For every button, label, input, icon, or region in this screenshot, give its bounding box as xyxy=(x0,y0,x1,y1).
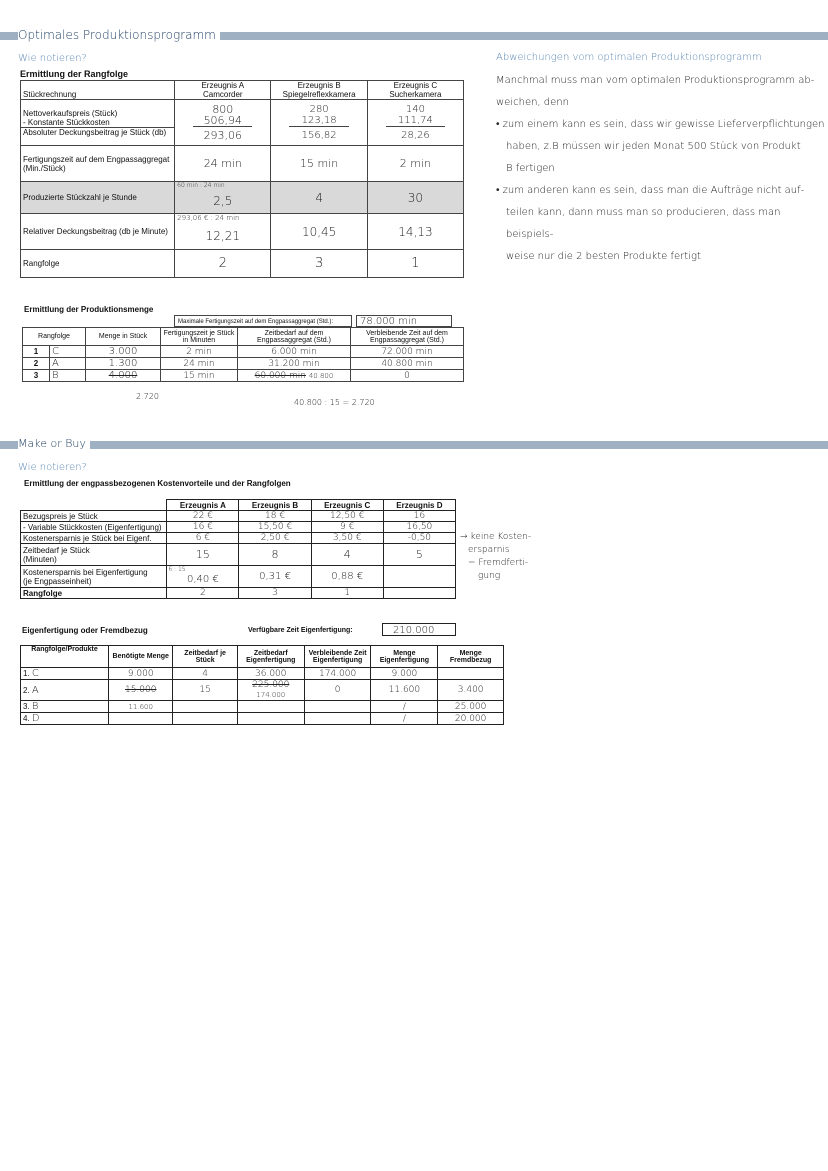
table-cell: 3.400 xyxy=(438,680,504,701)
table-cell: 3. B xyxy=(21,701,109,713)
table-cell: 293,06 € : 24 min 12,21 xyxy=(175,214,271,250)
table-row xyxy=(21,713,504,725)
table-row xyxy=(21,533,456,544)
table-header: Erzeugnis A Camcorder xyxy=(175,81,271,100)
table-cell: B xyxy=(50,370,86,382)
table-cell: 20.000 xyxy=(438,713,504,725)
table-cell: 15,50 € xyxy=(239,522,311,533)
table-cell xyxy=(438,668,504,680)
table-cell: 140 111,74 28,26 xyxy=(367,100,463,146)
table-row xyxy=(21,680,504,701)
table-cell: 280 123,18 156,82 xyxy=(271,100,367,146)
table-cell: -0,50 xyxy=(383,533,455,544)
table-cell: 11.600 xyxy=(371,680,438,701)
table-cell: 15 min xyxy=(271,146,367,182)
table-header: Zeitbedarf auf dem Engpassaggregat (Std.) xyxy=(238,328,351,346)
table-cell: 18 € xyxy=(239,511,311,522)
table-header: Menge Fremdbezug xyxy=(438,646,504,668)
table-cell: 2 xyxy=(23,358,50,370)
table-caption: Ermittlung der Produktionsmenge xyxy=(24,305,154,314)
table-cell xyxy=(304,701,371,713)
table-header: Erzeugnis C Sucherkamera xyxy=(367,81,463,100)
table-cell: 4 xyxy=(173,668,238,680)
table-header: Erzeugnis A xyxy=(167,500,239,511)
row-label: Produzierte Stückzahl je Stunde xyxy=(21,182,175,214)
table-cell xyxy=(383,588,455,599)
calculation-note: 40.800 : 15 = 2.720 xyxy=(294,398,375,407)
table-header: Benötigte Menge xyxy=(109,646,173,668)
produktionsmenge-table xyxy=(22,327,464,382)
row-label: - Variable Stückkosten (Eigenfertigung) xyxy=(21,522,167,533)
table-cell: 3 xyxy=(23,370,50,382)
rangfolge-table xyxy=(20,80,464,278)
table-cell xyxy=(173,701,238,713)
table-cell: 16 xyxy=(383,511,455,522)
table-cell: 3.000 xyxy=(86,346,161,358)
table-cell: 36.000 xyxy=(237,668,304,680)
table-cell: 4. D xyxy=(21,713,109,725)
table-cell: 1 xyxy=(23,346,50,358)
row-label: Bezugspreis je Stück xyxy=(21,511,167,522)
table-caption: Ermittlung der engpassbezogenen Kostenvorteile und der Rangfolgen xyxy=(24,479,291,488)
table-cell: 3,50 € xyxy=(311,533,383,544)
table-cell xyxy=(383,566,455,588)
section-title: Make or Buy xyxy=(18,437,90,450)
table-cell: 2 min xyxy=(161,346,238,358)
table-cell: 800 506,94 293,06 xyxy=(175,100,271,146)
table-cell: 72.000 min xyxy=(351,346,464,358)
section-subtitle: Wie notieren? xyxy=(18,53,87,64)
table-cell: 60 min : 24 min 2,5 xyxy=(175,182,271,214)
table-row xyxy=(21,544,456,566)
table-row xyxy=(21,511,456,522)
table-row xyxy=(23,370,464,382)
table-cell: 60.000 min 40.800 xyxy=(238,370,351,382)
side-note: → keine Kosten- ersparnis = Fremdferti- gung xyxy=(460,532,532,581)
table-caption: Ermittlung der Rangfolge xyxy=(20,69,128,79)
table-cell: 4 xyxy=(271,182,367,214)
table-cell: 11.600 xyxy=(109,701,173,713)
row-label: Nettoverkaufspreis (Stück) - Konstante Stückkosten Absoluter Deckungsbeitrag je Stück (db) xyxy=(21,100,175,146)
table-row xyxy=(23,346,464,358)
table-header: Erzeugnis B xyxy=(239,500,311,511)
table-cell: 3 xyxy=(239,588,311,599)
table-cell: 2 xyxy=(167,588,239,599)
table-cell: 1 xyxy=(367,250,463,278)
table-header: Verbleibende Zeit Eigenfertigung xyxy=(304,646,371,668)
table-cell: 15.000 xyxy=(109,680,173,701)
table-cell: 0 xyxy=(351,370,464,382)
table-header: Erzeugnis D xyxy=(383,500,455,511)
max-time-value: 78.000 min xyxy=(356,315,452,327)
table-cell: 2,50 € xyxy=(239,533,311,544)
table-cell: 6 : 15 0,40 € xyxy=(167,566,239,588)
table-cell: 16 € xyxy=(167,522,239,533)
table-cell: 8 xyxy=(239,544,311,566)
table-row xyxy=(21,146,464,182)
table-header: Erzeugnis B Spiegelreflexkamera xyxy=(271,81,367,100)
table-cell: 5 xyxy=(383,544,455,566)
table-cell: C xyxy=(50,346,86,358)
table-cell: 0 xyxy=(304,680,371,701)
table-row xyxy=(21,701,504,713)
table-cell: 4.000 xyxy=(86,370,161,382)
table-row xyxy=(21,588,456,599)
table-row xyxy=(21,182,464,214)
table-cell: 225.000 174.000 xyxy=(237,680,304,701)
table-cell: 9.000 xyxy=(371,668,438,680)
row-label: Kostenersparnis bei Eigenfertigung (je Engpasseinheit) xyxy=(21,566,167,588)
table-row xyxy=(21,100,464,146)
table-cell: 4 xyxy=(311,544,383,566)
row-label: Rangfolge xyxy=(21,250,175,278)
max-time-label: Maximale Fertigungszeit auf dem Engpassaggregat (Std.): xyxy=(174,315,352,327)
table-header: Zeitbedarf je Stück xyxy=(173,646,238,668)
table-cell: 9.000 xyxy=(109,668,173,680)
available-time-label: Verfügbare Zeit Eigenfertigung: xyxy=(248,627,353,634)
table-cell: 15 xyxy=(173,680,238,701)
table-cell: / xyxy=(371,713,438,725)
table-cell: 9 € xyxy=(311,522,383,533)
table-cell: 40.800 min xyxy=(351,358,464,370)
section-divider xyxy=(0,441,828,449)
table-row xyxy=(23,358,464,370)
table-caption: Eigenfertigung oder Fremdbezug xyxy=(22,626,148,635)
row-label: Rangfolge xyxy=(21,588,167,599)
table-header: Zeitbedarf Eigenfertigung xyxy=(237,646,304,668)
table-header: Erzeugnis C xyxy=(311,500,383,511)
row-label: Kostenersparnis je Stück bei Eigenf. xyxy=(21,533,167,544)
table-cell: 22 € xyxy=(167,511,239,522)
table-cell: 1 xyxy=(311,588,383,599)
table-header: Menge Eigenfertigung xyxy=(371,646,438,668)
table-header: Menge in Stück xyxy=(86,328,161,346)
notes-title: Abweichungen vom optimalen Produktionsprogramm xyxy=(496,52,762,63)
table-cell: 15 xyxy=(167,544,239,566)
table-cell: 6.000 min xyxy=(238,346,351,358)
table-header: Verbleibende Zeit auf dem Engpassaggregat (Std.) xyxy=(351,328,464,346)
table-cell: 2 min xyxy=(367,146,463,182)
table-cell: 15 min xyxy=(161,370,238,382)
table-header: Fertigungszeit je Stück in Minuten xyxy=(161,328,238,346)
table-cell: 24 min xyxy=(161,358,238,370)
table-cell: 2 xyxy=(175,250,271,278)
table-cell: 30 xyxy=(367,182,463,214)
table-cell: 10,45 xyxy=(271,214,367,250)
table-header: Stückrechnung xyxy=(21,81,175,100)
table-cell: / xyxy=(371,701,438,713)
table-corner xyxy=(21,500,167,511)
kostenvorteile-table xyxy=(20,499,456,599)
table-cell: 16,50 xyxy=(383,522,455,533)
table-cell: 25.000 xyxy=(438,701,504,713)
table-cell: 3 xyxy=(271,250,367,278)
available-time-value: 210.000 xyxy=(382,623,456,636)
table-cell xyxy=(173,713,238,725)
table-cell: 24 min xyxy=(175,146,271,182)
table-cell: 0,88 € xyxy=(311,566,383,588)
table-cell xyxy=(237,701,304,713)
table-cell: 12,50 € xyxy=(311,511,383,522)
table-cell: 2. A xyxy=(21,680,109,701)
section-subtitle: Wie notieren? xyxy=(18,462,87,473)
table-row xyxy=(21,214,464,250)
table-header: Rangfolge/Produkte xyxy=(21,646,109,668)
table-cell: 0,31 € xyxy=(239,566,311,588)
corrected-quantity: 2.720 xyxy=(136,392,159,401)
table-row xyxy=(21,566,456,588)
table-cell: A xyxy=(50,358,86,370)
row-label: Fertigungszeit auf dem Engpassaggregat (Min./Stück) xyxy=(21,146,175,182)
table-row xyxy=(21,250,464,278)
table-row xyxy=(21,668,504,680)
notes-text: Manchmal muss man vom optimalen Produktionsprogramm ab- weichen, denn • zum einem kann es sein, dass wir gewisse Lieferverpflichtungen haben, z.B müssen wir jeden Monat 500 Stück von Produkt B fertigen • zum anderen kann es sein, dass man die Aufträge nicht auf- teilen kann, dann muss man so producieren, dass man beispiels- weise nur die 2 besten Produkte fertigt xyxy=(496,75,825,262)
eigenfertigung-table xyxy=(20,645,504,725)
table-cell: 174.000 xyxy=(304,668,371,680)
table-cell xyxy=(109,713,173,725)
table-cell: 1. C xyxy=(21,668,109,680)
table-cell: 6 € xyxy=(167,533,239,544)
table-header: Rangfolge xyxy=(23,328,86,346)
row-label: Relativer Deckungsbeitrag (db je Minute) xyxy=(21,214,175,250)
row-label: Zeitbedarf je Stück (Minuten) xyxy=(21,544,167,566)
table-row xyxy=(21,522,456,533)
table-cell xyxy=(237,713,304,725)
table-cell: 31.200 min xyxy=(238,358,351,370)
table-cell xyxy=(304,713,371,725)
table-cell: 1.300 xyxy=(86,358,161,370)
section-title: Optimales Produktionsprogramm xyxy=(18,28,220,42)
table-cell: 14,13 xyxy=(367,214,463,250)
